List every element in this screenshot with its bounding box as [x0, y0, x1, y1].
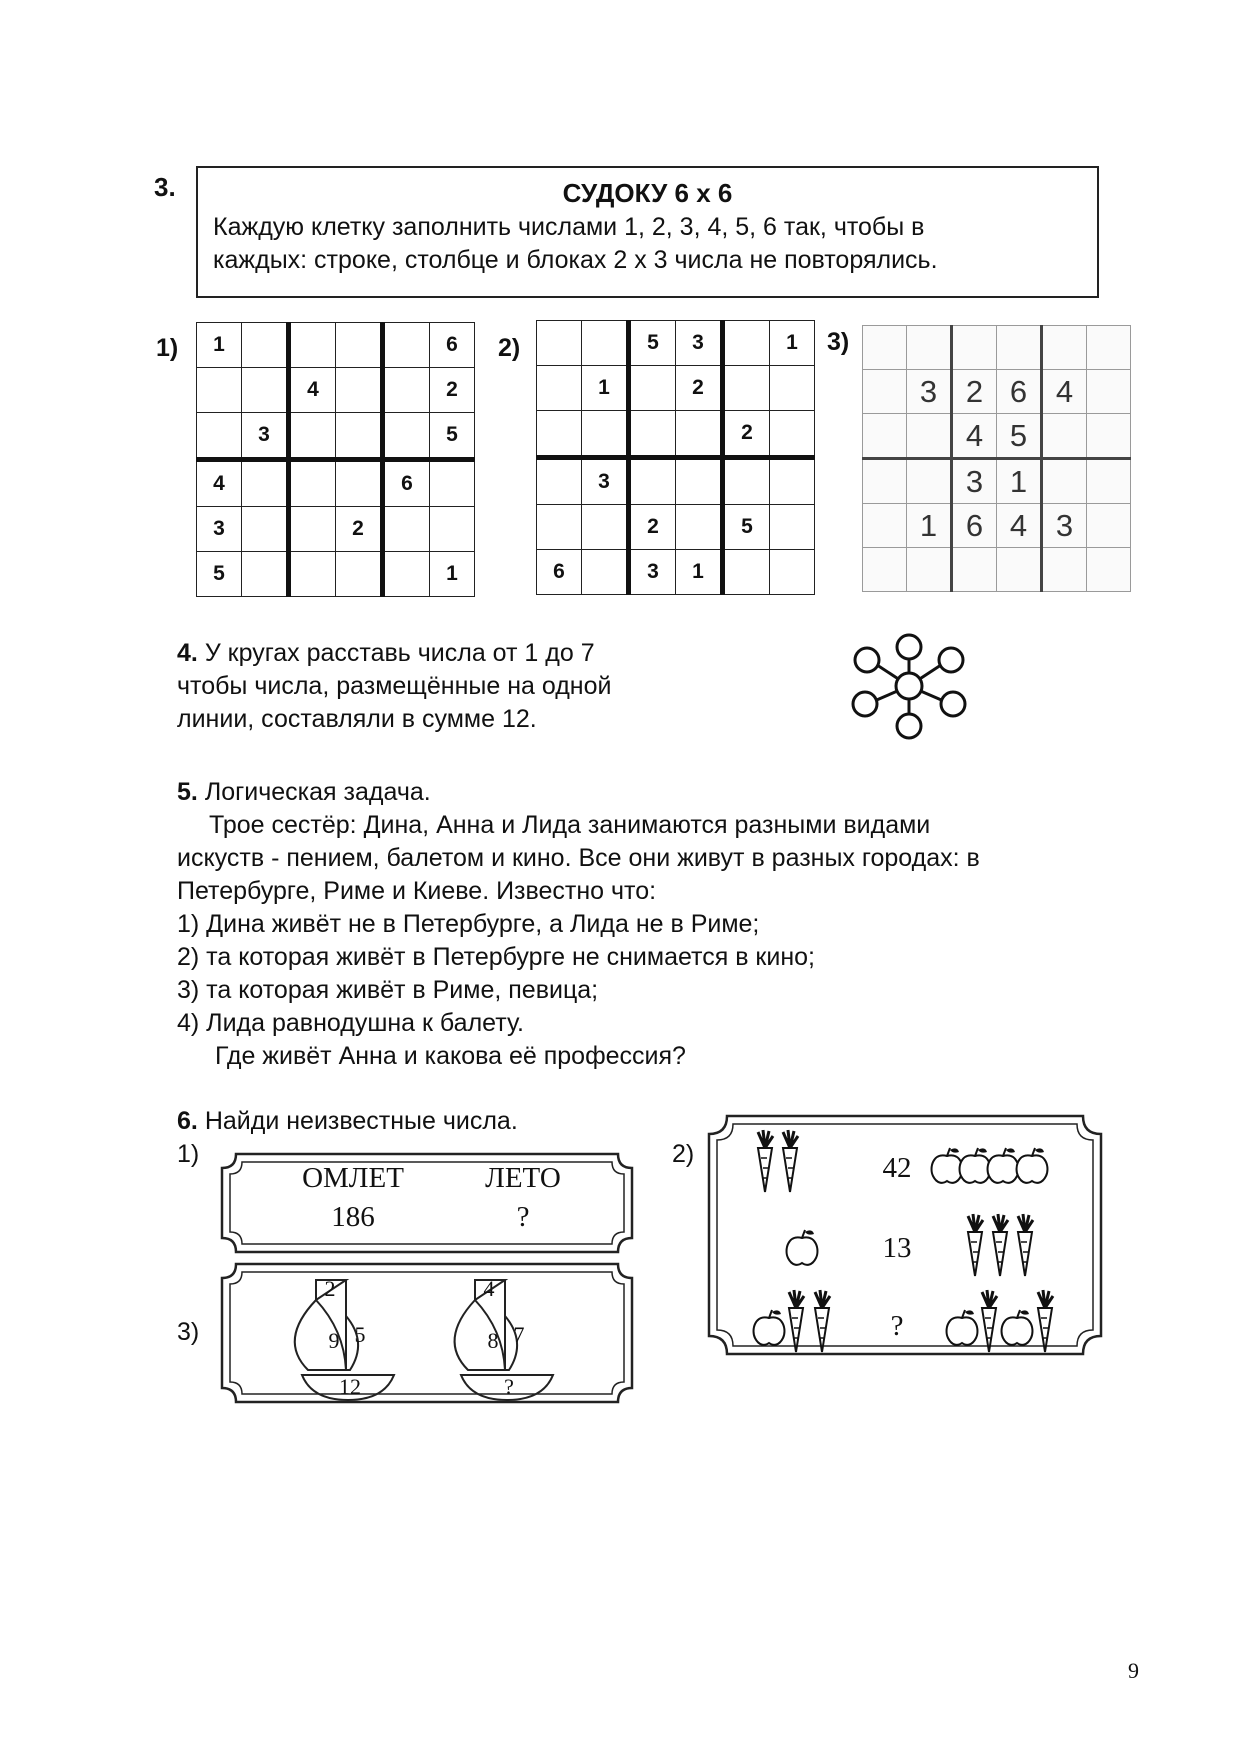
sudoku-cell[interactable]: [242, 460, 289, 507]
sudoku2-label: 2): [498, 334, 521, 362]
task6-title: Найди неизвестные числа.: [204, 1107, 518, 1135]
sudoku-cell[interactable]: [336, 413, 383, 460]
sudoku-cell[interactable]: 2: [629, 505, 676, 550]
sudoku-cell[interactable]: [863, 548, 907, 592]
sudoku-cell[interactable]: 6: [430, 323, 475, 368]
puzzle3-frame: [218, 1260, 636, 1406]
task5-question: Где живёт Анна и какова её профессия?: [215, 1042, 686, 1070]
task3-number: 3.: [154, 172, 176, 202]
sudoku-cell[interactable]: 1: [582, 366, 629, 411]
sudoku-cell[interactable]: 6: [537, 550, 582, 595]
circle-top: [897, 635, 921, 659]
sudoku-cell[interactable]: 3: [907, 370, 952, 414]
sudoku-cell[interactable]: 5: [629, 321, 676, 366]
sudoku-cell[interactable]: [1087, 459, 1131, 504]
task4-line1: У кругах расставь числа от 1 до 7: [204, 639, 595, 667]
sudoku-cell[interactable]: [863, 459, 907, 504]
sudoku-table-3: [862, 325, 1131, 592]
sudoku-cell[interactable]: 1: [430, 552, 475, 597]
sudoku-row: [197, 552, 475, 597]
circle-upper-left: [855, 648, 879, 672]
puzzle1-value1: 186: [331, 1201, 375, 1233]
sudoku-cell[interactable]: 1: [770, 321, 815, 366]
sudoku-cell[interactable]: [383, 552, 430, 597]
task5-block: [177, 776, 1167, 1073]
sudoku-cell[interactable]: 3: [629, 550, 676, 595]
sudoku-cell[interactable]: [242, 368, 289, 413]
task6-label-2: 2): [672, 1140, 695, 1168]
sudoku-cell[interactable]: [537, 411, 582, 458]
sudoku-cell[interactable]: [336, 368, 383, 413]
sudoku-cell[interactable]: 3: [1042, 504, 1087, 548]
task5-line-6: 3) та которая живёт в Риме, певица;: [177, 976, 599, 1004]
puzzle2-value-2: 13: [882, 1232, 912, 1264]
sudoku-grid-3: [862, 325, 1131, 592]
row3-left-items: [754, 1290, 830, 1352]
sudoku-cell[interactable]: [863, 326, 907, 370]
task6-label-1: 1): [177, 1140, 200, 1168]
sudoku-cell[interactable]: [242, 507, 289, 552]
sudoku-cell[interactable]: 5: [723, 505, 770, 550]
sudoku-row: [197, 507, 475, 552]
puzzle1-word1: ОМЛЕТ: [302, 1162, 404, 1194]
boat1-right: 5: [354, 1322, 366, 1347]
sudoku3-label: 3): [827, 328, 850, 356]
task5-line-5: 2) та которая живёт в Петербурге не снимается в кино;: [177, 943, 815, 971]
task6-heading: [177, 1105, 518, 1138]
sudoku-cell[interactable]: [952, 326, 997, 370]
sudoku-cell[interactable]: 1: [997, 459, 1042, 504]
sudoku-cell[interactable]: [383, 413, 430, 460]
sudoku-row: [197, 460, 475, 507]
sudoku-cell[interactable]: 2: [430, 368, 475, 413]
sudoku-cell[interactable]: [997, 326, 1042, 370]
sudoku-cell[interactable]: [723, 366, 770, 411]
sudoku-cell[interactable]: 2: [952, 370, 997, 414]
task5-line-1: Трое сестёр: Дина, Анна и Лида занимаются разными видами: [209, 811, 931, 839]
sudoku-cell[interactable]: [1087, 414, 1131, 459]
task5-line-7: 4) Лида равнодушна к балету.: [177, 1009, 524, 1037]
sudoku-cell[interactable]: 4: [952, 414, 997, 459]
sudoku-cell[interactable]: [997, 548, 1042, 592]
puzzle2-value-1: 42: [882, 1152, 912, 1184]
row2-carrots: [968, 1214, 1033, 1276]
sudoku-cell[interactable]: [863, 504, 907, 548]
puzzle1-word2: ЛЕТО: [485, 1162, 561, 1194]
sudoku-cell[interactable]: [907, 459, 952, 504]
circle-bottom: [897, 714, 921, 738]
task5-line-4: 1) Дина живёт не в Петербурге, а Лида не в Риме;: [177, 910, 760, 938]
sudoku-cell[interactable]: 3: [582, 458, 629, 505]
sudoku-cell[interactable]: [770, 458, 815, 505]
sudoku-cell[interactable]: [723, 321, 770, 366]
sudoku-cell[interactable]: [289, 460, 336, 507]
sudoku-cell[interactable]: [289, 413, 336, 460]
puzzle1-frame: [218, 1150, 636, 1256]
sudoku-cell[interactable]: [676, 411, 723, 458]
boat2-bottom: ?: [504, 1374, 514, 1399]
sudoku-cell[interactable]: [582, 550, 629, 595]
sudoku-cell[interactable]: 6: [952, 504, 997, 548]
sudoku-row: [863, 326, 1131, 370]
sudoku-cell[interactable]: [289, 507, 336, 552]
sudoku-cell[interactable]: [383, 323, 430, 368]
sudoku-cell[interactable]: [289, 323, 336, 368]
sudoku-cell[interactable]: 2: [336, 507, 383, 552]
task4-line2: чтобы числа, размещённые на одной: [177, 672, 612, 700]
sudoku-cell[interactable]: 1: [197, 323, 242, 368]
sudoku-cell[interactable]: [537, 458, 582, 505]
sudoku-cell[interactable]: [770, 550, 815, 595]
sudoku-table-1: [196, 322, 475, 597]
sudoku-cell[interactable]: [863, 414, 907, 459]
circles-star-diagram: [845, 630, 975, 745]
task5-number: 5.: [177, 778, 198, 806]
puzzle2-value-3: ?: [890, 1310, 904, 1342]
sudoku-row: [863, 459, 1131, 504]
sudoku-row: [537, 411, 815, 458]
sudoku-cell[interactable]: 4: [997, 504, 1042, 548]
sudoku-cell[interactable]: [676, 458, 723, 505]
sudoku-cell[interactable]: [629, 411, 676, 458]
sudoku-cell[interactable]: [242, 323, 289, 368]
sudoku-cell[interactable]: 5: [997, 414, 1042, 459]
sudoku-cell[interactable]: [863, 370, 907, 414]
task3-line1: Каждую клетку заполнить числами 1, 2, 3, 4, 5, 6 так, чтобы в: [213, 213, 925, 241]
sudoku-cell[interactable]: [430, 507, 475, 552]
sudoku-cell[interactable]: [770, 366, 815, 411]
sudoku-cell[interactable]: [1087, 548, 1131, 592]
sudoku-cell[interactable]: [430, 460, 475, 507]
page-number: 9: [1128, 1658, 1139, 1683]
sudoku-cell[interactable]: [723, 458, 770, 505]
sudoku-cell[interactable]: 6: [383, 460, 430, 507]
sudoku-cell[interactable]: 6: [997, 370, 1042, 414]
boat2-right: 7: [513, 1322, 525, 1347]
task4-text: [177, 637, 611, 736]
sudoku-row: [197, 413, 475, 460]
sudoku-cell[interactable]: [1042, 548, 1087, 592]
sudoku-cell[interactable]: 2: [676, 366, 723, 411]
sudoku-row: [197, 368, 475, 413]
sudoku-cell[interactable]: [336, 552, 383, 597]
sudoku-row: [537, 321, 815, 366]
task5-title: Логическая задача.: [204, 778, 431, 806]
sudoku-cell[interactable]: [582, 505, 629, 550]
task5-line-3: Петербурге, Риме и Киеве. Известно что:: [177, 877, 657, 905]
sudoku-grid-1: [196, 322, 475, 597]
sudoku-row: [197, 323, 475, 368]
sudoku-cell[interactable]: 1: [907, 504, 952, 548]
center-circle: [896, 673, 922, 699]
task3-line2: каждых: строке, столбце и блоках 2 х 3 числа не повторялись.: [213, 246, 938, 274]
task4-line3: линии, составляли в сумме 12.: [177, 705, 537, 733]
sudoku-row: [863, 414, 1131, 459]
row1-apples: [932, 1148, 1048, 1183]
sudoku-cell[interactable]: [242, 552, 289, 597]
sudoku-cell[interactable]: 5: [197, 552, 242, 597]
sudoku-row: [863, 370, 1131, 414]
sudoku-cell[interactable]: [770, 505, 815, 550]
sudoku-cell[interactable]: [336, 460, 383, 507]
task3-header-box: [196, 166, 1099, 298]
sudoku-cell[interactable]: [1087, 504, 1131, 548]
sudoku-cell[interactable]: [770, 411, 815, 458]
sudoku-row: [537, 366, 815, 411]
row2-apple: [787, 1230, 818, 1265]
sudoku-cell[interactable]: [629, 458, 676, 505]
boat1-top: 2: [324, 1276, 336, 1301]
sudoku-row: [537, 550, 815, 595]
task6-label-3: 3): [177, 1318, 200, 1346]
sudoku-cell[interactable]: [197, 368, 242, 413]
boat1-left: 9: [328, 1328, 340, 1353]
circle-lower-right: [941, 692, 965, 716]
sudoku-cell[interactable]: [1042, 326, 1087, 370]
circle-upper-right: [939, 648, 963, 672]
task5-line-2: искуств - пением, балетом и кино. Все они живут в разных городах: в: [177, 844, 980, 872]
sudoku-cell[interactable]: [197, 413, 242, 460]
sudoku-grid-2: [536, 320, 815, 595]
sudoku-cell[interactable]: [629, 366, 676, 411]
sudoku-cell[interactable]: 3: [952, 459, 997, 504]
sudoku-cell[interactable]: [537, 505, 582, 550]
row3-right-items: [947, 1290, 1053, 1352]
sudoku-cell[interactable]: 2: [723, 411, 770, 458]
sudoku-cell[interactable]: [907, 326, 952, 370]
sudoku-row: [863, 548, 1131, 592]
sudoku-cell[interactable]: 3: [676, 321, 723, 366]
sudoku-cell[interactable]: [582, 411, 629, 458]
sudoku-cell[interactable]: [289, 552, 336, 597]
boat2-top: 4: [483, 1276, 495, 1301]
sudoku-row: [537, 505, 815, 550]
sudoku-cell[interactable]: [1042, 414, 1087, 459]
sudoku-cell[interactable]: 3: [197, 507, 242, 552]
row1-carrots: [758, 1130, 798, 1192]
circle-lower-left: [853, 692, 877, 716]
sudoku-cell[interactable]: [952, 548, 997, 592]
sudoku-cell[interactable]: [1042, 459, 1087, 504]
sudoku-cell[interactable]: 5: [430, 413, 475, 460]
sudoku-cell[interactable]: [907, 548, 952, 592]
sudoku-cell[interactable]: 4: [289, 368, 336, 413]
task6-number: 6.: [177, 1107, 198, 1135]
sudoku-row: [863, 504, 1131, 548]
sudoku-table-2: [536, 320, 815, 595]
sudoku-cell[interactable]: 1: [676, 550, 723, 595]
sudoku-cell[interactable]: [383, 368, 430, 413]
boat2-left: 8: [487, 1328, 499, 1353]
boat1-bottom: 12: [339, 1374, 361, 1399]
sudoku-cell[interactable]: [336, 323, 383, 368]
sudoku-cell[interactable]: 3: [242, 413, 289, 460]
sudoku-cell[interactable]: [1087, 370, 1131, 414]
sudoku-cell[interactable]: [723, 550, 770, 595]
sudoku-cell[interactable]: [582, 321, 629, 366]
sudoku-cell[interactable]: [383, 507, 430, 552]
sudoku-cell[interactable]: [676, 505, 723, 550]
sudoku-cell[interactable]: [907, 414, 952, 459]
sudoku-row: [537, 458, 815, 505]
puzzle2-frame: [705, 1112, 1105, 1358]
sudoku-cell[interactable]: 4: [197, 460, 242, 507]
sudoku-cell[interactable]: [537, 366, 582, 411]
puzzle1-value2: ?: [516, 1201, 530, 1233]
task4-number: 4.: [177, 639, 198, 667]
sudoku-cell[interactable]: [537, 321, 582, 366]
sudoku-cell[interactable]: 4: [1042, 370, 1087, 414]
sudoku-cell[interactable]: [1087, 326, 1131, 370]
task3-title: СУДОКУ 6 х 6: [562, 178, 733, 208]
sudoku1-label: 1): [156, 334, 179, 362]
task3-description: [213, 211, 1087, 277]
